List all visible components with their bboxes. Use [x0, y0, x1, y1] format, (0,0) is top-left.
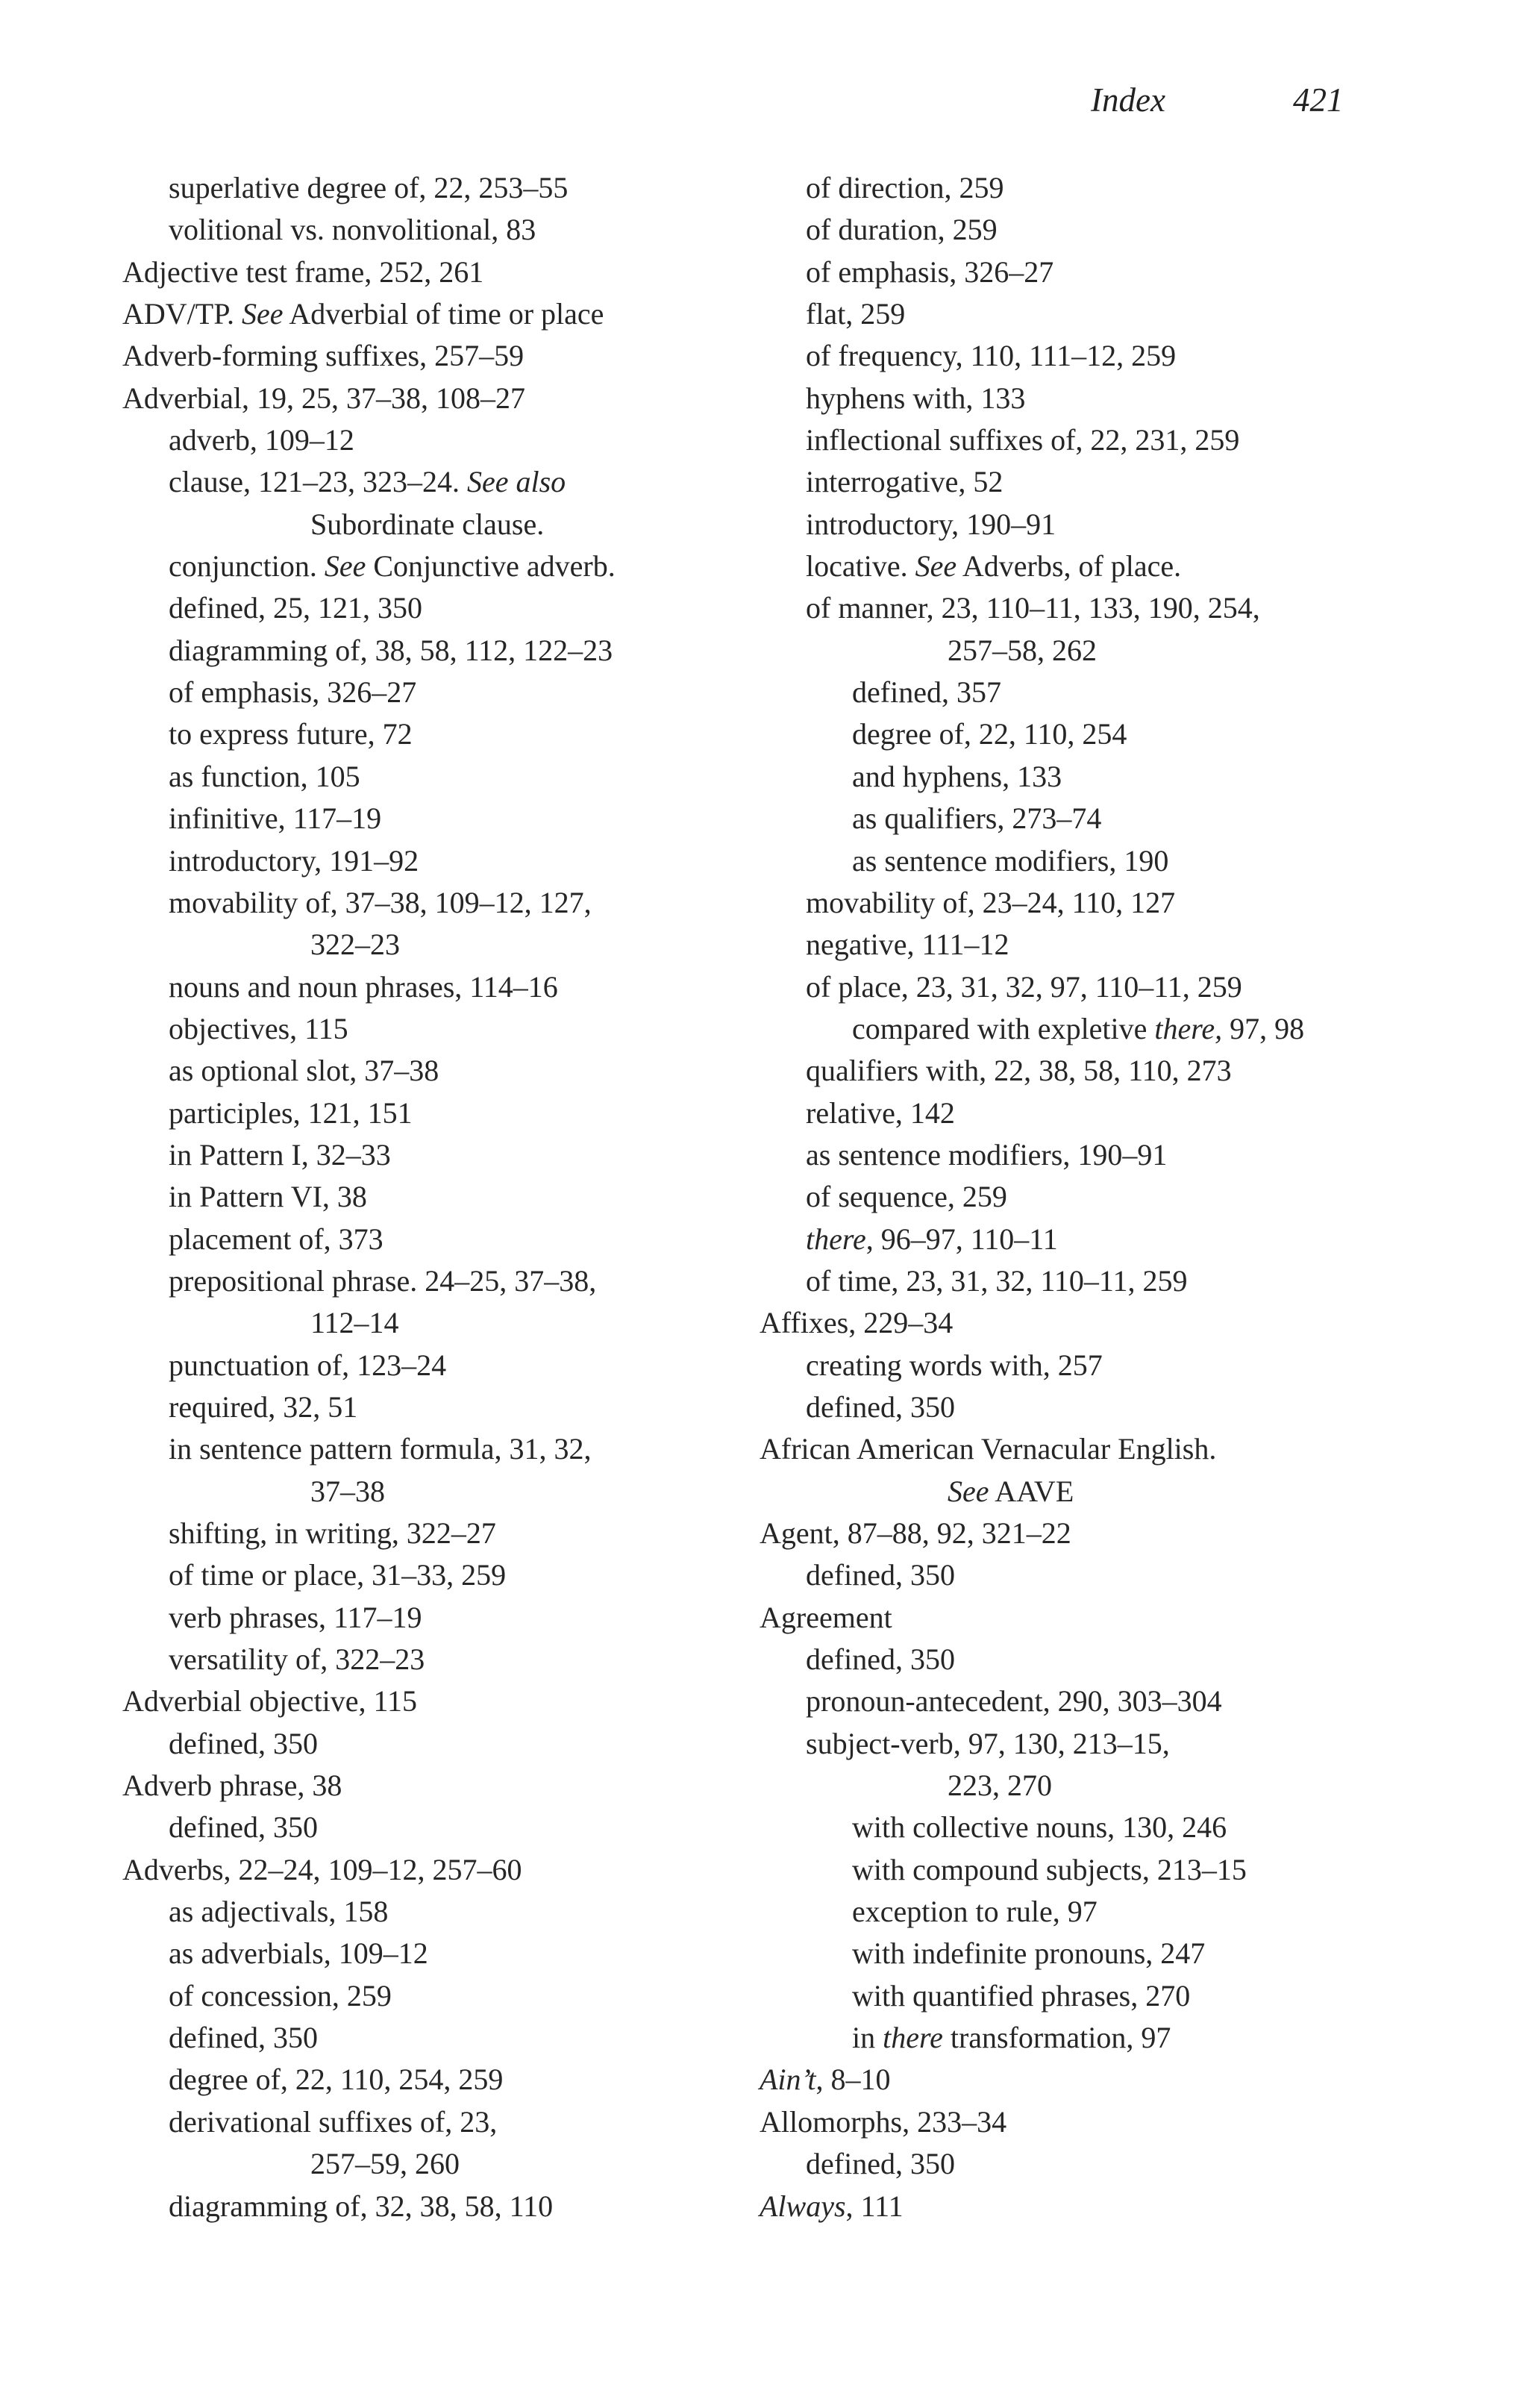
- index-entry-text: shifting, in writing, 322–27: [169, 1516, 496, 1550]
- index-entry-text: defined, 350: [806, 1558, 955, 1592]
- index-entry-text: See: [948, 1474, 989, 1508]
- index-entry: [122, 882, 794, 924]
- index-entry-text: as sentence modifiers, 190–91: [806, 1137, 1168, 1172]
- index-entry: [122, 1933, 794, 1974]
- index-entry: [760, 1050, 1431, 1092]
- index-entry: [122, 1345, 794, 1386]
- index-entry-text: as sentence modifiers, 190: [852, 843, 1169, 878]
- index-entry-text: there,: [1154, 1011, 1223, 1045]
- index-entry-text: See also: [466, 465, 566, 499]
- index-entry: [760, 1765, 1431, 1807]
- index-entry-text: degree of, 22, 110, 254, 259: [169, 2063, 504, 2097]
- index-entry-text: objectives, 115: [169, 1011, 348, 1045]
- index-entry: [760, 2059, 1431, 2101]
- index-entry-text: diagramming of, 38, 58, 112, 122–23: [169, 633, 613, 667]
- index-entry-text: in: [852, 2021, 883, 2055]
- index-entry-text: with compound subjects, 213–15: [852, 1852, 1247, 1886]
- index-entry-text: Always: [760, 2189, 846, 2223]
- index-entry: [122, 545, 794, 587]
- index-entry-text: AAVE: [989, 1474, 1074, 1508]
- index-entry-text: 257–59, 260: [310, 2147, 460, 2181]
- index-entry-text: defined, 350: [806, 2147, 955, 2181]
- index-entry: [760, 1471, 1431, 1513]
- index-entry: [760, 545, 1431, 587]
- index-entry: [760, 1639, 1431, 1680]
- index-entry-text: Adjective test frame, 252, 261: [122, 254, 484, 289]
- index-entry-text: as function, 105: [169, 759, 360, 793]
- index-entry-text: movability of, 37–38, 109–12, 127,: [169, 885, 592, 919]
- index-entry: [122, 251, 794, 293]
- index-entry: [122, 1176, 794, 1218]
- index-entry: [760, 1386, 1431, 1428]
- index-entry-text: subject-verb, 97, 130, 213–15,: [806, 1726, 1170, 1760]
- index-entry-text: as optional slot, 37–38: [169, 1054, 439, 1088]
- index-entry-text: in Pattern VI, 38: [169, 1180, 367, 1214]
- index-entry: [760, 1597, 1431, 1639]
- index-entry: [760, 1513, 1431, 1554]
- index-entry-text: Subordinate clause.: [310, 507, 545, 541]
- index-entry-text: with collective nouns, 130, 246: [852, 1810, 1227, 1845]
- index-entry-text: Agreement: [760, 1600, 892, 1634]
- index-entry: [122, 713, 794, 755]
- index-entry: [122, 1428, 794, 1470]
- index-entry-text: , 8–10: [815, 2063, 891, 2097]
- index-entry-text: See: [915, 549, 957, 584]
- index-entry-text: 37–38: [310, 1474, 385, 1508]
- index-entry-text: as qualifiers, 273–74: [852, 801, 1102, 836]
- index-entry-text: exception to rule, 97: [852, 1895, 1098, 1929]
- index-entry: [760, 2186, 1431, 2227]
- index-entry: [760, 1219, 1431, 1260]
- index-entry-text: African American Vernacular English.: [760, 1432, 1217, 1466]
- index-entry: [760, 1345, 1431, 1386]
- index-entry-text: introductory, 191–92: [169, 843, 419, 878]
- index-entry: [122, 1639, 794, 1680]
- index-entry-text: Adverbs, of place.: [956, 549, 1182, 584]
- index-entry-text: with indefinite pronouns, 247: [852, 1936, 1206, 1971]
- index-entry: [760, 966, 1431, 1008]
- index-entry-text: versatility of, 322–23: [169, 1642, 425, 1677]
- index-entry-text: superlative degree of, 22, 253–55: [169, 171, 569, 204]
- index-entry-text: as adverbials, 109–12: [169, 1936, 428, 1971]
- index-entry-text: as adjectivals, 158: [169, 1895, 389, 1929]
- index-entry: [760, 1933, 1431, 1974]
- index-entry: [760, 1008, 1431, 1050]
- index-entry: [122, 1008, 794, 1050]
- index-entry-text: in sentence pattern formula, 31, 32,: [169, 1432, 592, 1466]
- index-entry: [122, 419, 794, 461]
- index-entry: [760, 840, 1431, 882]
- index-entry: [122, 1554, 794, 1596]
- index-entry: [122, 1891, 794, 1933]
- index-entry: [122, 1471, 794, 1513]
- index-entry: [122, 1134, 794, 1176]
- index-entry-text: of concession, 259: [169, 1978, 392, 2013]
- index-entry: [122, 587, 794, 629]
- index-entry: [760, 1849, 1431, 1891]
- index-entry-text: Adverbial of time or place: [283, 297, 604, 331]
- index-entry: [760, 1176, 1431, 1218]
- index-entry-text: of time or place, 31–33, 259: [169, 1558, 507, 1592]
- index-entry-text: ADV/TP.: [122, 297, 242, 331]
- index-entry: [122, 1597, 794, 1639]
- index-entry: [760, 1134, 1431, 1176]
- index-entry-text: of manner, 23, 110–11, 133, 190, 254,: [806, 591, 1260, 625]
- index-entry: [760, 1891, 1431, 1933]
- index-entry: [760, 1723, 1431, 1765]
- index-entry: [760, 630, 1431, 672]
- index-entry-text: See: [324, 549, 366, 584]
- index-entry-text: , 96–97, 110–11: [865, 1222, 1058, 1256]
- index-entry-text: compared with expletive: [852, 1011, 1155, 1045]
- index-entry: [122, 1849, 794, 1891]
- index-entry-text: with quantified phrases, 270: [852, 1978, 1191, 2013]
- index-entry-text: hyphens with, 133: [806, 381, 1026, 415]
- index-entry: [122, 2186, 794, 2227]
- index-entry: [760, 1807, 1431, 1848]
- index-entry: [122, 1975, 794, 2017]
- index-entry-text: placement of, 373: [169, 1222, 383, 1256]
- index-entry: [760, 419, 1431, 461]
- index-entry-text: qualifiers with, 22, 38, 58, 110, 273: [806, 1054, 1232, 1088]
- index-entry: [122, 1302, 794, 1344]
- index-entry: [122, 2143, 794, 2185]
- index-entry-text: of place, 23, 31, 32, 97, 110–11, 259: [806, 969, 1242, 1004]
- index-entry: [122, 924, 794, 966]
- index-entry-text: pronoun-antecedent, 290, 303–304: [806, 1684, 1222, 1719]
- index-entry: [122, 1807, 794, 1848]
- index-entry: [760, 713, 1431, 755]
- index-entry-text: inflectional suffixes of, 22, 231, 259: [806, 423, 1240, 457]
- index-entry-text: Agent, 87–88, 92, 321–22: [760, 1516, 1071, 1550]
- index-entry: [760, 504, 1431, 545]
- index-entry-text: defined, 350: [169, 1810, 318, 1845]
- index-entry-text: interrogative, 52: [806, 465, 1003, 499]
- index-entry: [122, 840, 794, 882]
- index-entry-text: defined, 350: [806, 1642, 955, 1677]
- index-entry: [760, 587, 1431, 629]
- index-entry: [122, 461, 794, 503]
- index-entry-text: Conjunctive adverb.: [366, 549, 616, 584]
- index-entry-text: in Pattern I, 32–33: [169, 1137, 391, 1172]
- index-entry-text: participles, 121, 151: [169, 1095, 413, 1130]
- index-entry: [760, 378, 1431, 419]
- index-entry-text: transformation, 97: [942, 2021, 1171, 2055]
- index-entry: [760, 798, 1431, 839]
- index-entry: [122, 672, 794, 713]
- index-entry-text: of frequency, 110, 111–12, 259: [806, 339, 1177, 373]
- index-entry-text: defined, 350: [169, 1726, 318, 1760]
- index-entry: [760, 2101, 1431, 2143]
- index-entry-text: introductory, 190–91: [806, 507, 1056, 541]
- index-entry-text: Affixes, 229–34: [760, 1306, 954, 1340]
- index-entry-text: defined, 350: [169, 2021, 318, 2055]
- index-entry: [760, 882, 1431, 924]
- index-entry: [760, 1554, 1431, 1596]
- index-entry-text: punctuation of, 123–24: [169, 1348, 447, 1382]
- index-entry: [760, 1302, 1431, 1344]
- index-entry: [122, 2059, 794, 2101]
- index-entry-text: of duration, 259: [806, 213, 998, 247]
- index-entry: [122, 966, 794, 1008]
- index-entry-text: to express future, 72: [169, 717, 413, 751]
- index-entry-text: defined, 357: [852, 675, 1001, 710]
- index-entry: [760, 1260, 1431, 1302]
- index-entry: [760, 209, 1431, 251]
- index-entry-text: locative.: [806, 549, 915, 584]
- index-column-right: [760, 167, 1431, 2227]
- index-entry: [122, 1050, 794, 1092]
- index-entry-text: derivational suffixes of, 23,: [169, 2104, 498, 2139]
- index-entry-text: diagramming of, 32, 38, 58, 110: [169, 2189, 554, 2223]
- index-entry: [760, 1975, 1431, 2017]
- page-number: 421: [1293, 81, 1344, 119]
- index-entry-text: defined, 25, 121, 350: [169, 591, 422, 625]
- index-entry-text: there: [883, 2021, 943, 2055]
- index-entry: [122, 1260, 794, 1302]
- index-entry: [122, 2017, 794, 2059]
- index-entry: [760, 251, 1431, 293]
- index-entry: [122, 293, 794, 335]
- index-entry: [760, 335, 1431, 377]
- index-entry: [122, 1092, 794, 1134]
- index-entry: [122, 1723, 794, 1765]
- index-entry-text: movability of, 23–24, 110, 127: [806, 885, 1176, 919]
- index-entry-text: infinitive, 117–19: [169, 801, 382, 836]
- running-head-title: Index: [1091, 81, 1165, 119]
- index-entry-text: conjunction.: [169, 549, 325, 584]
- index-entry-text: and hyphens, 133: [852, 759, 1062, 793]
- index-entry: [122, 378, 794, 419]
- index-entry: [122, 335, 794, 377]
- index-entry-text: defined, 350: [806, 1389, 955, 1424]
- index-entry-text: degree of, 22, 110, 254: [852, 717, 1127, 751]
- index-entry-text: , 111: [845, 2189, 904, 2223]
- index-entry: [122, 1513, 794, 1554]
- index-entry-text: Ain’t: [760, 2063, 816, 2097]
- index-entry: [122, 2101, 794, 2143]
- index-entry-text: verb phrases, 117–19: [169, 1600, 422, 1634]
- index-entry: [122, 209, 794, 251]
- index-entry-text: clause, 121–23, 323–24.: [169, 465, 467, 499]
- index-entry-text: See: [242, 297, 284, 331]
- index-entry-text: Allomorphs, 233–34: [760, 2104, 1007, 2139]
- index-entry-text: of emphasis, 326–27: [806, 254, 1054, 289]
- index-entry: [760, 167, 1431, 209]
- index-entry-text: adverb, 109–12: [169, 423, 354, 457]
- index-entry: [760, 461, 1431, 503]
- index-entry: [122, 630, 794, 672]
- index-entry-text: there: [806, 1222, 866, 1256]
- index-entry-text: 257–58, 262: [948, 633, 1097, 667]
- index-entry: [122, 1765, 794, 1807]
- index-entry-text: Adverb phrase, 38: [122, 1769, 342, 1803]
- index-entry: [760, 2017, 1431, 2059]
- index-entry-text: relative, 142: [806, 1095, 955, 1130]
- index-entry-text: of emphasis, 326–27: [169, 675, 417, 710]
- index-entry-text: of sequence, 259: [806, 1180, 1007, 1214]
- index-entry: [760, 1092, 1431, 1134]
- index-entry: [760, 756, 1431, 798]
- index-entry: [122, 167, 794, 209]
- index-entry: [760, 672, 1431, 713]
- index-entry-text: Adverbs, 22–24, 109–12, 257–60: [122, 1852, 522, 1886]
- index-entry: [122, 1386, 794, 1428]
- index-entry: [760, 2143, 1431, 2185]
- index-entry-text: volitional vs. nonvolitional, 83: [169, 213, 536, 247]
- index-entry: [760, 293, 1431, 335]
- index-entry: [122, 1680, 794, 1722]
- index-entry-text: 112–14: [310, 1306, 399, 1340]
- index-entry: [122, 798, 794, 839]
- index-entry-text: of direction, 259: [806, 171, 1004, 204]
- index-entry-text: creating words with, 257: [806, 1348, 1103, 1382]
- index-entry-text: of time, 23, 31, 32, 110–11, 259: [806, 1263, 1188, 1298]
- index-entry: [760, 924, 1431, 966]
- index-entry-text: 97, 98: [1222, 1011, 1305, 1045]
- index-entry-text: prepositional phrase. 24–25, 37–38,: [169, 1263, 597, 1298]
- index-entry-text: negative, 111–12: [806, 928, 1009, 962]
- index-entry: [760, 1680, 1431, 1722]
- index-column-left: [122, 167, 794, 2227]
- index-entry-text: Adverb-forming suffixes, 257–59: [122, 339, 525, 373]
- index-entry-text: 322–23: [310, 928, 400, 962]
- index-entry-text: nouns and noun phrases, 114–16: [169, 969, 558, 1004]
- index-entry: [760, 1428, 1431, 1470]
- index-entry-text: required, 32, 51: [169, 1389, 358, 1424]
- index-entry: [122, 504, 794, 545]
- index-entry-text: flat, 259: [806, 297, 906, 331]
- index-entry-text: Adverbial objective, 115: [122, 1684, 418, 1719]
- index-entry-text: Adverbial, 19, 25, 37–38, 108–27: [122, 381, 525, 415]
- index-entry-text: 223, 270: [948, 1769, 1052, 1803]
- index-entry: [122, 1219, 794, 1260]
- index-entry: [122, 756, 794, 798]
